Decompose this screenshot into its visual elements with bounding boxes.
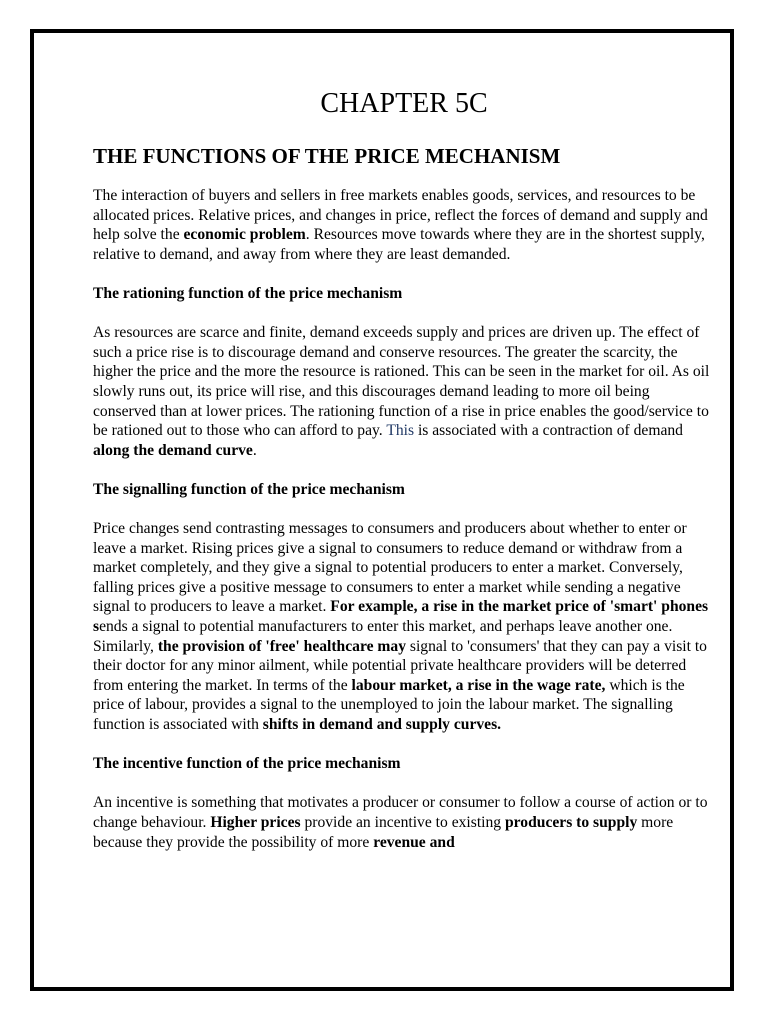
section-heading-incentive: The incentive function of the price mechanism [93, 755, 401, 773]
signalling-text-1: Price changes send contrasting messages to consumers and producers about whether to enter or leave a market. Rising prices give a signal to consumers to reduce demand or withdraw from a market completely, and they give a signal to potential producers to enter a market. Conversely, falling prices give a positive message to consumers to enter a market while sending a negative signal to producers to leave a market. [93, 520, 687, 616]
signalling-text-3: signal to 'consumers' that they can pay a visit to their doctor for any minor ailment, while potential private healthcare providers will be deterred from entering the market. In terms of the [93, 637, 707, 694]
intro-paragraph [93, 186, 715, 264]
signalling-bold-shifts: shifts in demand and supply curves. [262, 716, 502, 734]
page-title: THE FUNCTIONS OF THE PRICE MECHANISM [93, 144, 561, 168]
intro-text-2: . Resources move towards where they are in the shortest supply, relative to demand, and away from where they are least demanded. [93, 226, 705, 263]
intro-bold-economic-problem: economic problem [183, 226, 306, 244]
signalling-bold-healthcare: the provision of 'free' healthcare may [157, 637, 406, 655]
rationing-text-3: . [252, 441, 257, 459]
rationing-text-2: is associated with a contraction of demand [414, 422, 683, 440]
signalling-text-4: which is the price of labour, provides a signal to the unemployed to join the labour market. The signalling function is associated with [93, 676, 685, 734]
section-heading-signalling: The signalling function of the price mechanism [93, 480, 405, 498]
section-heading-rationing: The rationing function of the price mechanism [93, 284, 403, 302]
incentive-text-2: provide an incentive to existing [300, 814, 505, 831]
signalling-bold-smart-phones: For example, a rise in the market price of 'smart' phones s [93, 598, 709, 636]
incentive-text-1: An incentive is something that motivates a producer or consumer to follow a course of action or to change behaviour. [93, 794, 708, 831]
incentive-bold-revenue: revenue and [373, 833, 455, 851]
rationing-text-1: As resources are scarce and finite, demand exceeds supply and prices are driven up. The effect of such a price rise is to discourage demand and conserve resources. The greater the scarcity, the higher the price and the more the resource is rationed. This can be seen in the market for oil. As oil slowly runs out, its price will rise, and this discourages demand leading to more oil being conserved than at lower prices. The rationing function of a rise in price enables the good/service to be rationed out to those who can afford to pay. [93, 324, 710, 440]
rationing-link-this[interactable]: This [386, 422, 415, 440]
rationing-paragraph [93, 323, 715, 460]
document-body [93, 84, 715, 852]
signalling-bold-labour-market: labour market, a rise in the wage rate, [351, 676, 606, 694]
incentive-bold-producers-supply: producers to supply [504, 814, 638, 831]
rationing-bold-demand-curve: along the demand curve [93, 441, 253, 459]
intro-text-1: The interaction of buyers and sellers in free markets enables goods, services, and resources to be allocated prices. Relative prices, and changes in price, reflect the forces of demand and supply and help solve the [93, 187, 708, 244]
incentive-paragraph [93, 793, 715, 852]
signalling-paragraph [93, 519, 715, 735]
chapter-title: CHAPTER 5C [320, 88, 488, 119]
incentive-bold-higher-prices: Higher prices [210, 814, 301, 831]
signalling-text-2: ends a signal to potential manufacturers to enter this market, and perhaps leave another one. Similarly, [93, 618, 673, 655]
incentive-text-3: more because they provide the possibility of more [93, 814, 674, 851]
